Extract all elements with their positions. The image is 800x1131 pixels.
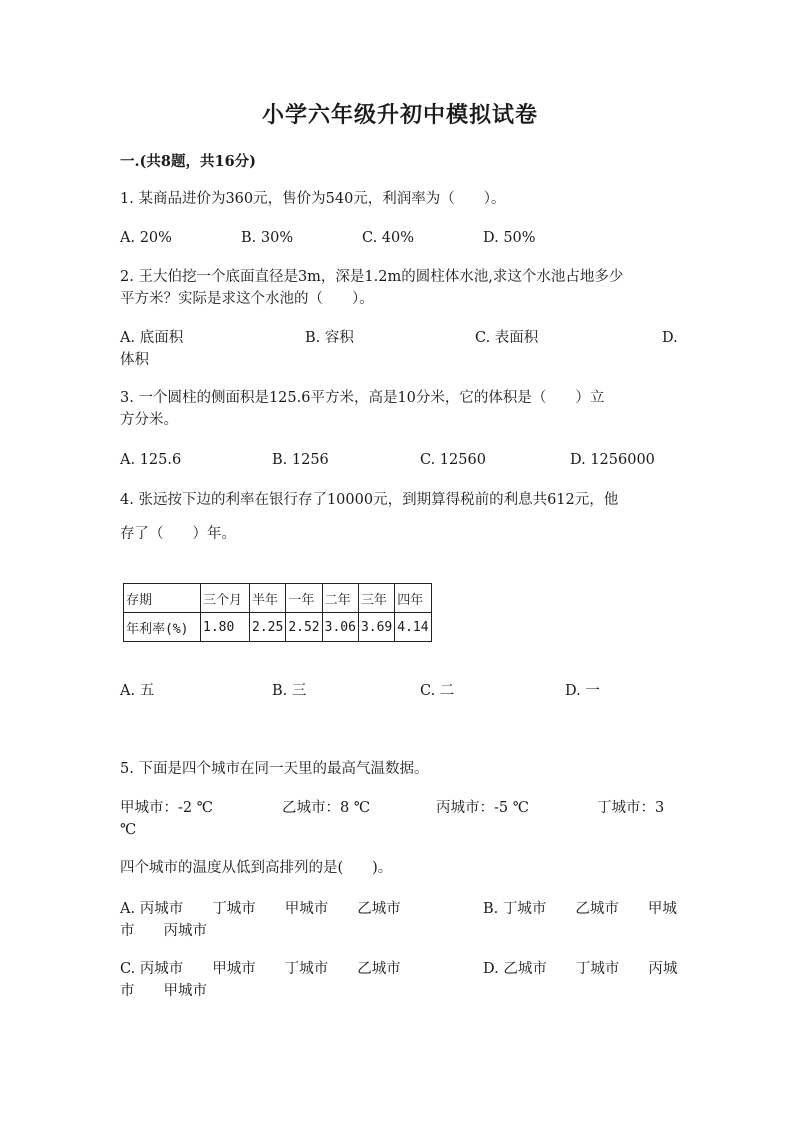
question-3-option-a: A. 125.6 [120, 452, 182, 468]
table-cell: 4.14 [395, 613, 431, 642]
question-5-stem: 5. 下面是四个城市在同一天里的最高气温数据。 [120, 761, 429, 777]
question-1-option-b: B. 30% [241, 230, 294, 246]
question-5-temp-bing: 丙城市：-5 ℃ [436, 800, 529, 816]
question-2-option-b: B. 容积 [305, 330, 354, 346]
question-5-option-d-line-2: 市 甲城市 [120, 983, 207, 999]
question-3-option-c: C. 12560 [420, 452, 486, 468]
table-cell: 3.69 [358, 613, 394, 642]
question-4-option-a: A. 五 [120, 683, 155, 699]
question-5-temp-yi: 乙城市：8 ℃ [282, 800, 371, 816]
question-2-stem-line-1: 2. 王大伯挖一个底面直径是3m，深是1.2m的圆柱体水池,求这个水池占地多少 [120, 269, 624, 285]
question-1-option-d: D. 50% [483, 230, 536, 246]
question-2-stem-line-2: 平方米？实际是求这个水池的（ ）。 [120, 291, 374, 307]
question-2-option-d-wrap: 体积 [120, 352, 149, 368]
table-cell: 3.06 [322, 613, 358, 642]
table-cell: 年利率(%) [124, 613, 201, 642]
table-row [124, 613, 432, 642]
question-5-option-a: A. 丙城市 丁城市 甲城市 乙城市 [120, 901, 401, 917]
question-4-option-d: D. 一 [565, 683, 600, 699]
table-cell: 存期 [124, 584, 201, 613]
table-cell: 半年 [250, 584, 286, 613]
question-2-option-a: A. 底面积 [120, 330, 184, 346]
question-3-stem-line-2: 方分米。 [120, 412, 178, 428]
section-heading: 一.(共8题，共16分) [120, 153, 257, 170]
question-4-stem-line-1: 4. 张远按下边的利率在银行存了10000元，到期算得税前的利息共612元，他 [120, 492, 619, 508]
table-cell: 四年 [395, 584, 431, 613]
question-4-option-b: B. 三 [272, 683, 307, 699]
table-cell: 三年 [358, 584, 394, 613]
table-cell: 2.52 [286, 613, 322, 642]
table-cell: 二年 [322, 584, 358, 613]
table-cell: 2.25 [250, 613, 286, 642]
question-5-option-b-line-1: B. 丁城市 乙城市 甲城 [483, 901, 677, 917]
table-cell: 1.80 [201, 613, 250, 642]
question-5-question: 四个城市的温度从低到高排列的是( )。 [120, 860, 393, 876]
question-5-temp-ding: 丁城市：3 [597, 800, 665, 816]
table-cell: 三个月 [201, 584, 250, 613]
question-5-option-b-line-2: 市 丙城市 [120, 923, 207, 939]
question-5-option-c: C. 丙城市 甲城市 丁城市 乙城市 [120, 961, 401, 977]
question-1-stem: 1. 某商品进价为360元，售价为540元，利润率为（ ）。 [120, 191, 506, 207]
question-3-stem-line-1: 3. 一个圆柱的侧面积是125.6平方米，高是10分米，它的体积是（ ）立 [120, 390, 605, 406]
question-2-option-c: C. 表面积 [475, 330, 539, 346]
question-1-option-c: C. 40% [362, 230, 415, 246]
table-header-row [124, 584, 432, 613]
interest-rate-table [123, 583, 432, 642]
question-3-option-b: B. 1256 [272, 452, 329, 468]
question-4-option-c: C. 二 [420, 683, 455, 699]
table-cell: 一年 [286, 584, 322, 613]
question-5-option-d-line-1: D. 乙城市 丁城市 丙城 [483, 961, 678, 977]
question-5-temp-wrap: ℃ [120, 822, 137, 838]
question-1-option-a: A. 20% [120, 230, 172, 246]
page-title: 小学六年级升初中模拟试卷 [261, 102, 538, 128]
question-3-option-d: D. 1256000 [570, 452, 655, 468]
question-2-option-d: D. [662, 330, 678, 346]
question-5-temp-jia: 甲城市：-2 ℃ [120, 800, 213, 816]
question-4-stem-line-2: 存了（ ）年。 [120, 526, 236, 542]
